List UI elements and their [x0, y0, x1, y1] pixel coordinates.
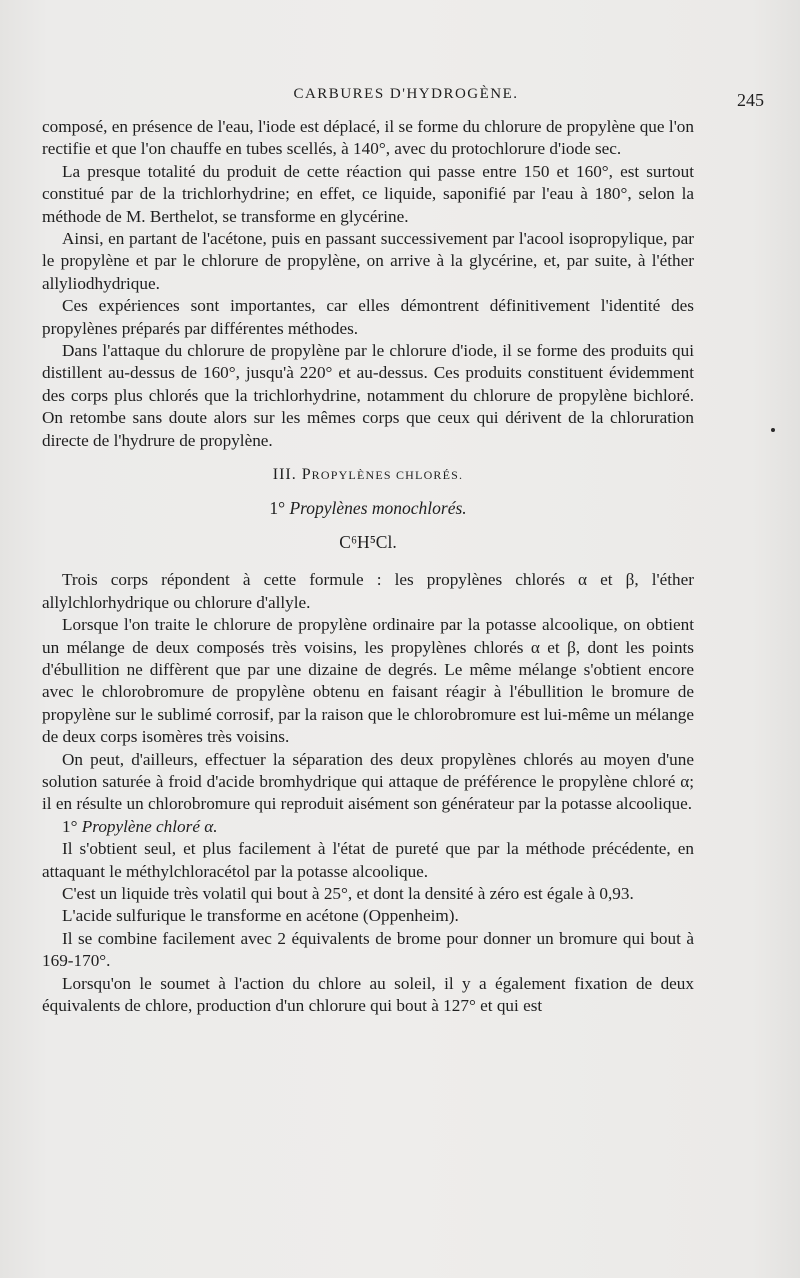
section-heading — [42, 464, 694, 486]
paragraph: Lorsque l'on traite le chlorure de propylène ordinaire par la potasse alcoolique, on obtient un mélange de deux composés très voisins, les propylènes chlorés α et β, dont les points d'ébullition ne diffèrent que par une dizaine de degrés. Le même mélange s'obtient encore avec le chlorobromure de propylène obtenu en faisant réagir à l'ébullition le bromure de propylène sur le sublimé corrosif, par la raison que le chlorobromure est lui-même un mélange de deux corps isomères très voisins. — [42, 615, 694, 747]
page-header — [48, 84, 764, 112]
subsection-title: Propylènes monochlorés. — [289, 497, 467, 518]
paragraph: La presque totalité du produit de cette réaction qui passe entre 150 et 160°, est surtout constitué par de la trichlorhydrine; en effet, ce liquide, saponifié par l'eau à 180°, selon la méthode de M. Berthelot, se transforme en glycérine. — [42, 161, 694, 226]
paragraph: Il s'obtient seul, et plus facilement à l'état de pureté que par la méthode précédente, en attaquant le méthylchloracétol par la potasse alcoolique. — [42, 839, 694, 881]
page-number: 245 — [737, 90, 764, 110]
paragraph: On peut, d'ailleurs, effectuer la séparation des deux propylènes chlorés au moyen d'une solution saturée à froid d'acide bromhydrique qui attaque de préférence le propylène chloré α; il en résulte un chlorobromure qui reproduit aisément son générateur par la potasse alcoolique. — [42, 749, 694, 814]
subsection-heading — [42, 497, 694, 519]
section-numeral: III. — [272, 466, 297, 484]
paragraph: Il se combine facilement avec 2 équivalents de brome pour donner un bromure qui bout à 169-170°. — [42, 928, 694, 971]
chemical-formula: C⁶H⁵Cl. — [339, 531, 397, 552]
running-title: CARBURES D'HYDROGÈNE. — [293, 86, 519, 102]
paragraph-heading — [42, 816, 694, 838]
margin-dot — [771, 428, 775, 432]
paragraph: composé, en présence de l'eau, l'iode est déplacé, il se forme du chlorure de propylène que l'on rectifie et que l'on chauffe en tubes scellés, à 140°, avec du protochlorure d'iode sec. — [42, 117, 694, 159]
paragraph-heading-number: 1° — [62, 816, 78, 836]
section-small-caps: ROPYLÈNES CHLORÉS. — [311, 468, 464, 483]
body-text — [42, 116, 694, 1017]
paragraph: Lorsqu'on le soumet à l'action du chlore au soleil, il y a également fixation de deux équivalents de chlore, production d'un chlorure qui bout à 127° et qui est — [42, 973, 694, 1016]
paragraph: Ces expériences sont importantes, car elles démontrent définitivement l'identité des propylènes préparés par différentes méthodes. — [42, 296, 694, 338]
paragraph: Dans l'attaque du chlorure de propylène par le chlorure d'iode, il se forme des produits qui distillent au-dessus de 160°, jusqu'à 220° et au-dessus. Ces produits constituent évidemment des corps plus chlorés que la trichlorhydrine, notamment du chlorure de propylène bichloré. On retombe sans doute alors sur les mêmes corps que ceux qui dérivent de la chloruration directe de l'hydrure de propylène. — [42, 341, 694, 450]
paragraph: C'est un liquide très volatil qui bout à 25°, et dont la densité à zéro est égale à 0,93. — [62, 884, 634, 903]
subsection-number: 1° — [269, 497, 286, 518]
paragraph-heading-title: Propylène chloré α. — [81, 816, 218, 836]
paragraph: Ainsi, en partant de l'acétone, puis en passant successivement par l'acool isopropylique, par le propylène et par le chlorure de propylène, on arrive à la glycérine, et, par suite, à l'éther allyliodhydrique. — [42, 229, 694, 293]
paragraph: L'acide sulfurique le transforme en acétone (Oppenheim). — [62, 906, 459, 926]
section-cap: P — [301, 466, 312, 484]
paragraph: Trois corps répondent à cette formule : les propylènes chlorés α et β, l'éther allylchlorhydrique ou chlorure d'allyle. — [42, 570, 694, 612]
